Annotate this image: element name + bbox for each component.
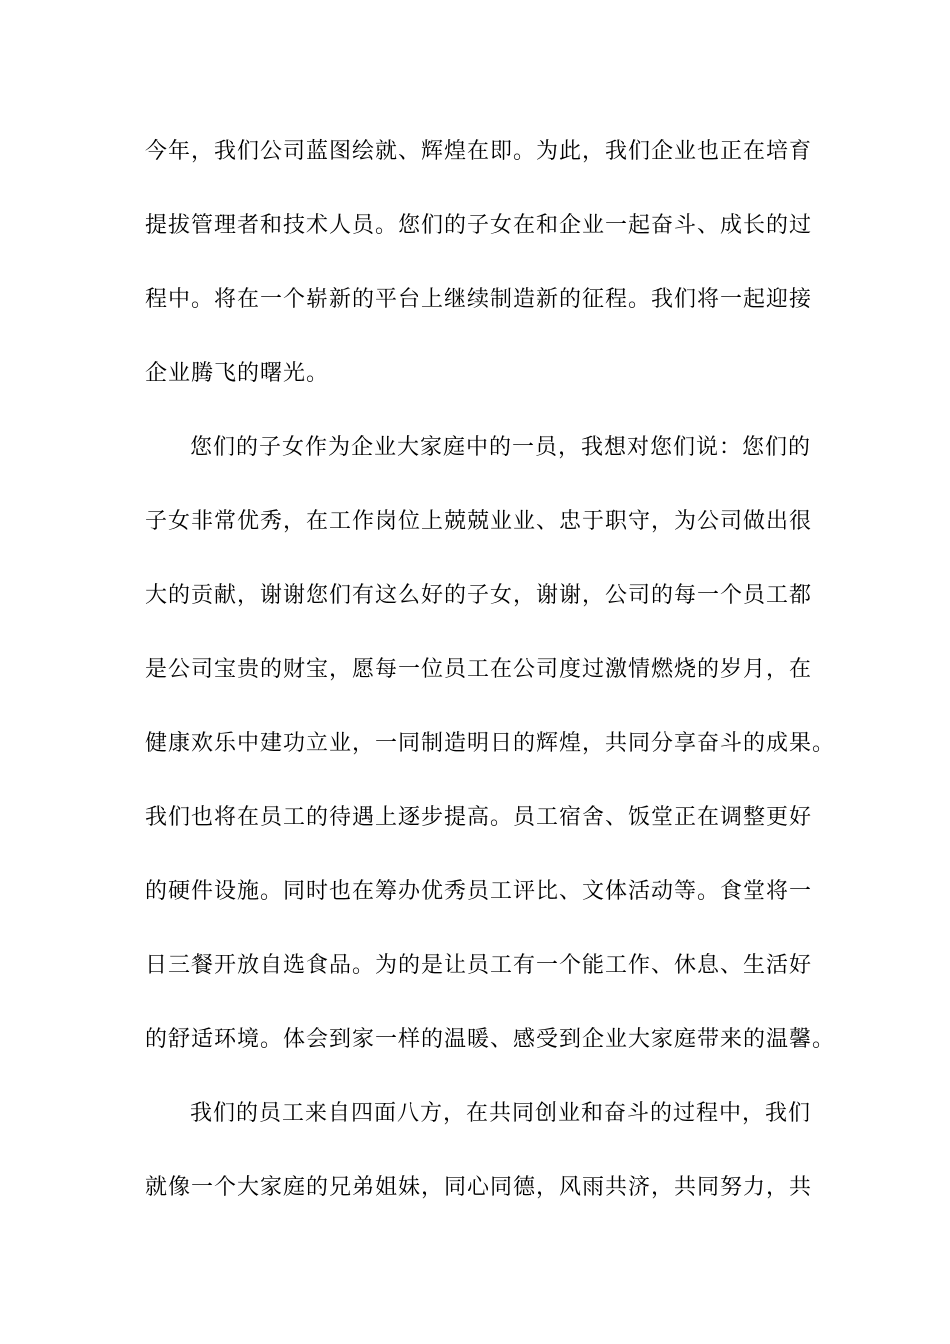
text-line: 是公司宝贵的财宝，愿每一位员工在公司度过激情燃烧的岁月，在 [145, 657, 813, 682]
text-line: 的舒适环境。体会到家一样的温暖、感受到企业大家庭带来的温馨。 [145, 1027, 836, 1052]
text-line: 就像一个大家庭的兄弟姐妹，同心同德，风雨共济，共同努力，共 [145, 1175, 813, 1200]
text-line: 程中。将在一个崭新的平台上继续制造新的征程。我们将一起迎接 [145, 287, 813, 312]
paragraph-first-line: 我们的员工来自四面八方，在共同创业和奋斗的过程中，我们 [190, 1101, 812, 1126]
text-line: 我们也将在员工的待遇上逐步提高。员工宿舍、饭堂正在调整更好 [145, 805, 813, 830]
paragraph-first-line: 您们的子女作为企业大家庭中的一员，我想对您们说：您们的 [190, 435, 812, 460]
text-line: 今年，我们公司蓝图绘就、辉煌在即。为此，我们企业也正在培育 [145, 139, 813, 164]
text-line: 子女非常优秀，在工作岗位上兢兢业业、忠于职守，为公司做出很 [145, 509, 813, 534]
text-line: 健康欢乐中建功立业，一同制造明日的辉煌，共同分享奋斗的成果。 [145, 731, 836, 756]
text-line: 提拔管理者和技术人员。您们的子女在和企业一起奋斗、成长的过 [145, 213, 813, 238]
text-line: 的硬件设施。同时也在筹办优秀员工评比、文体活动等。食堂将一 [145, 879, 813, 904]
text-line: 企业腾飞的曙光。 [145, 361, 330, 386]
text-line: 大的贡献，谢谢您们有这么好的子女，谢谢，公司的每一个员工都 [145, 583, 813, 608]
text-line: 日三餐开放自选食品。为的是让员工有一个能工作、休息、生活好 [145, 953, 813, 978]
